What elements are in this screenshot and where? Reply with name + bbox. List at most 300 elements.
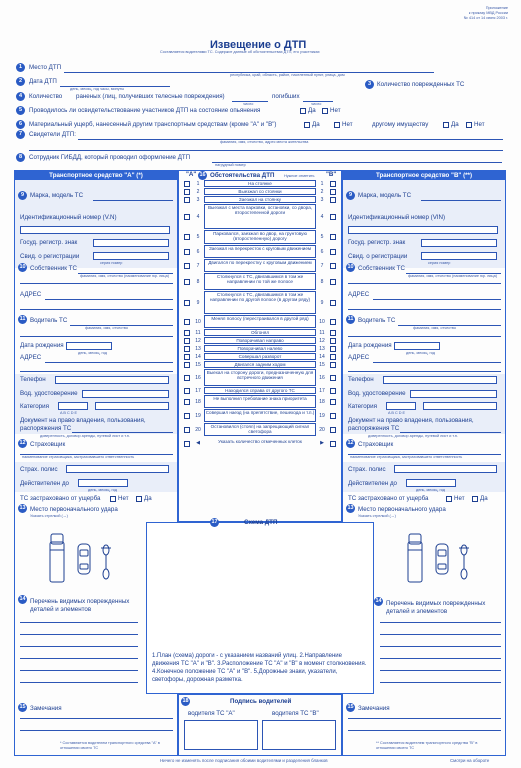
circ-17-b-checkbox[interactable] (330, 388, 336, 394)
vehicle-b-impact-label: Место первоначального удара (358, 506, 446, 513)
vehicle-b-dob-hint: день, месяц, год (406, 351, 436, 355)
vehicle-a-pictograms[interactable] (40, 528, 140, 588)
circ-19-b-number: 19 (319, 412, 325, 419)
vehicle-b-valid-hint: день, месяц, год (416, 488, 446, 492)
circ-12-b-checkbox[interactable] (330, 338, 336, 344)
count-label: Количество (29, 93, 63, 100)
circ-11-a-number: 11 (195, 329, 201, 336)
circ-2-b-checkbox[interactable] (330, 189, 336, 195)
vehicle-a-doc-hint: доверенность, договор аренды, путевой лист и т.п. (40, 434, 130, 438)
circ-11-b-checkbox[interactable] (330, 330, 336, 336)
vehicle-a-damage-line-2[interactable] (20, 634, 138, 635)
vehicle-b-remarks-line-1[interactable] (348, 718, 501, 719)
circ-9-a-checkbox[interactable] (184, 300, 190, 306)
circ-2-a-checkbox[interactable] (184, 189, 190, 195)
vehicle-b-plate-label: Госуд. регистр. знак (348, 239, 406, 246)
vehicle-b-license-date-input[interactable] (423, 402, 497, 410)
circ-3-label: Заезжал на стоянку (238, 197, 282, 202)
vehicle-b-driver-label: Водитель ТС (358, 317, 396, 324)
vehicle-b-driver-line-2[interactable] (348, 336, 501, 337)
vehicle-a-category-label: Категория (20, 403, 49, 410)
circ-17-label: Находился справа от другого ТС (225, 388, 295, 393)
vehicle-b-damage-line-6[interactable] (380, 682, 501, 683)
circ-20-a-checkbox[interactable] (184, 427, 190, 433)
circ-15-a-checkbox[interactable] (184, 362, 190, 368)
damage-property-no-checkbox[interactable] (466, 122, 472, 128)
circ-18-a-number: 18 (195, 398, 201, 405)
accident-date-hint: день, месяц, год часы, минуты (70, 87, 125, 91)
vehicle-b-damage-line-1[interactable] (380, 622, 501, 623)
circ-13-a-checkbox[interactable] (184, 346, 190, 352)
vehicle-a-valid-hint: день, месяц, год (88, 488, 118, 492)
circ-8-a-number: 8 (196, 278, 200, 285)
vehicle-b-vin-input[interactable] (348, 226, 498, 234)
vehicle-a-damage-label: Перечень видимых поврежденных деталей и элементов (30, 598, 130, 613)
circ-8-b-number: 8 (320, 278, 324, 285)
vehicle-b-insured-yes-checkbox[interactable] (472, 496, 478, 502)
alcohol-test-yes-checkbox[interactable] (300, 108, 306, 114)
circ-16-label: Выехал на сторону дороги, предназначенную для встречного движения (206, 370, 314, 380)
circ-12-a-checkbox[interactable] (184, 338, 190, 344)
circ-1-b-checkbox[interactable] (330, 181, 336, 187)
damage-vehicles-yes-checkbox[interactable] (304, 122, 310, 128)
vehicle-b-category-label: Категория (348, 403, 377, 410)
circ-9-b-checkbox[interactable] (330, 300, 336, 306)
vehicle-b-license-label: Вод. удостоверение (348, 390, 406, 397)
vehicle-b-make-line[interactable] (421, 200, 501, 201)
vehicle-a-damage-line-4[interactable] (20, 658, 138, 659)
circ-4-label: Выезжал с места парковки, остановки, со двора, второстепенной дороги (207, 205, 313, 215)
motorcycle-icon (101, 545, 111, 579)
witnesses-line-2[interactable] (29, 150, 503, 151)
appendix-line-3: № 414 от 14 июня 2003 г. (463, 16, 508, 20)
field-number-13a: 13 (19, 505, 26, 511)
appendix-note (452, 6, 508, 21)
column-a-label: "А" (186, 171, 197, 178)
vehicle-a-impact-hint: Указать стрелкой (→) (30, 514, 68, 518)
field-number-3: 3 (365, 80, 374, 89)
vehicle-a-insured-yes-checkbox[interactable] (136, 496, 142, 502)
truck-icon (50, 534, 64, 582)
vehicle-b-phone-input[interactable] (383, 376, 497, 384)
vehicle-a-doc-line[interactable] (72, 432, 173, 433)
page-title: Извещение о ДТП (210, 39, 307, 51)
vehicle-b-insured-no-label: Нет (454, 495, 465, 502)
circ-16-b-checkbox[interactable] (330, 375, 336, 381)
vehicle-b-damage-line-2[interactable] (380, 634, 501, 635)
vehicle-a-header: Транспортное средство "А" (*) (15, 171, 177, 180)
field-number-9a: 9 (18, 191, 27, 200)
count-a-checkbox[interactable] (184, 441, 190, 447)
vehicle-b-doc-line[interactable] (400, 432, 501, 433)
circ-20-b-checkbox[interactable] (330, 427, 336, 433)
footer-warning: Ничего не изменять после подписания обоими водителями и разделения бланков (160, 758, 328, 763)
circ-9-a-number: 9 (196, 299, 200, 306)
vehicle-b-license-input[interactable] (410, 390, 497, 398)
vehicle-a-driver-hint: фамилия, имя, отчество (85, 326, 128, 330)
vehicle-a-reg-hint: серия номер (100, 261, 123, 265)
field-number-7: 7 (16, 130, 25, 139)
vehicle-a-category-input[interactable] (58, 402, 88, 410)
vehicle-b-insured-label: ТС застраховано от ущерба (348, 495, 429, 502)
police-officer-hint: нагрудный номер (215, 163, 246, 167)
circ-11-label: Обгонял (250, 330, 270, 335)
vehicle-a-insured-label: ТС застраховано от ущерба (20, 495, 101, 502)
vehicle-a-license-input[interactable] (82, 390, 169, 398)
vehicle-b-remarks-label: Замечания (358, 705, 390, 712)
damage-property-yes-label: Да (451, 121, 459, 128)
vehicle-b-valid-input[interactable] (406, 479, 456, 487)
vehicle-b-plate-input[interactable] (421, 239, 497, 247)
circ-4-b-number: 4 (320, 213, 324, 220)
vehicle-b-damage-line-4[interactable] (380, 658, 501, 659)
arrow-right-icon: ▶ (320, 440, 324, 446)
truck-icon (408, 534, 422, 582)
circ-6-b-checkbox[interactable] (330, 249, 336, 255)
injured-label: раненых (лиц, получивших телесные повреждения) (76, 93, 225, 100)
vehicle-b-driver-address-line[interactable] (373, 362, 501, 363)
circ-15-b-checkbox[interactable] (330, 362, 336, 368)
circ-7-b-checkbox[interactable] (330, 263, 336, 269)
vehicle-b-driver-address-label: АДРЕС (348, 354, 370, 361)
material-damage-label: Материальный ущерб, нанесенный другим транспортным средствам (кроме "А" и "В") (29, 121, 277, 128)
circ-17-a-number: 17 (195, 387, 201, 394)
vehicle-b-remarks-line-2[interactable] (348, 730, 501, 731)
damage-vehicles-yes-label: Да (312, 121, 320, 128)
field-number-11b: 11 (347, 316, 354, 322)
vehicle-b-pictograms[interactable] (398, 528, 498, 588)
damaged-vehicles-label: Количество поврежденных ТС (377, 81, 465, 88)
circ-7-b-number: 7 (320, 262, 324, 269)
circ-8-label: Столкнулся с ТС, двигавшимся в том же направлении по той же полосе (216, 274, 304, 284)
circ-17-b-number: 17 (319, 387, 325, 394)
circ-10-a-checkbox[interactable] (184, 319, 190, 325)
circ-20-label: Остановился (стоял) на запрещающий сигнал светофора (210, 424, 310, 434)
appendix-line-1: Приложение (485, 6, 508, 10)
field-number-1: 1 (16, 63, 25, 72)
vehicle-b-doc-label-2: распоряжения ТС (348, 425, 400, 432)
circ-19-label: Совершил наезд (на препятствие, пешехода и т.п.) (205, 410, 315, 415)
vehicle-a-insured-no-checkbox[interactable] (110, 496, 116, 502)
vehicle-a-reg-label: Свид. о регистрации (20, 253, 80, 260)
field-number-13b: 13 (347, 505, 354, 511)
circ-5-b-checkbox[interactable] (330, 234, 336, 240)
vehicle-a-footnote: * Составляется водителем транспортного средства "А" в отношении своего ТС (60, 741, 160, 750)
circ-1-a-number: 1 (196, 180, 200, 187)
vehicle-b-owner-line-2[interactable] (348, 283, 501, 284)
circ-18-label: Не выполнил требование знака приоритета (213, 396, 307, 401)
scheme-drawing-area[interactable] (151, 530, 369, 648)
vehicle-b-reg-label: Свид. о регистрации (348, 253, 408, 260)
alcohol-test-no-checkbox[interactable] (322, 108, 328, 114)
vehicle-a-damage-line-5[interactable] (20, 670, 138, 671)
vehicle-a-insured-yes-label: Да (144, 495, 152, 502)
vehicle-a-owner-address-label: АДРЕС (20, 291, 42, 298)
circ-9-label: Столкнулся с ТС, двигавшимся в том же направлении по другой полосе (в другом ряду) (209, 292, 311, 302)
field-number-2: 2 (16, 77, 25, 86)
circ-5-a-checkbox[interactable] (184, 234, 190, 240)
vehicle-b-damage-line-3[interactable] (380, 646, 501, 647)
marked-count-label: Указать количество отмеченных клеток (218, 439, 302, 444)
vehicle-b-owner-address-line[interactable] (373, 299, 501, 300)
field-number-14a: 14 (19, 596, 26, 602)
vehicle-a-plate-label: Госуд. регистр. знак (20, 239, 78, 246)
police-officer-label: Сотрудник ГИБДД, который проводил оформление ДТП (29, 154, 191, 161)
vehicle-a-damage-line-6[interactable] (20, 682, 138, 683)
injured-count-hint: число (243, 102, 254, 106)
vehicle-a-vin-input[interactable] (20, 226, 170, 234)
vehicle-a-owner-address-line[interactable] (45, 299, 173, 300)
vehicle-b-driver-hint: фамилия, имя, отчество (413, 326, 456, 330)
vehicle-b-owner-label: Собственник ТС (358, 265, 405, 272)
circ-6-a-checkbox[interactable] (184, 249, 190, 255)
circ-19-a-number: 19 (195, 412, 201, 419)
page-subtitle: Составляется водителями ТС. Содержит данные об обстоятельствах ДТП, его участниках (160, 50, 320, 54)
vehicle-a-valid-label: Действителен до (20, 480, 69, 487)
scheme-instructions: 1.План (схема) дороги - с указанием названий улиц. 2.Направление движения ТС "А" и "В". 3.Расположение ТС "А" и "В" в момент столкновения. 4.Конечное положение ТС "А" и "В". 5.Дорожные знаки, указатели, светофоры, дорожная разметка. (152, 653, 367, 683)
damage-property-yes-checkbox[interactable] (443, 122, 449, 128)
vehicle-b-policy-input[interactable] (394, 465, 497, 473)
vehicle-a-remarks-line-2[interactable] (20, 730, 173, 731)
signature-a-field[interactable] (184, 720, 258, 750)
vehicle-b-category-letters: A B C D E (388, 411, 406, 415)
circ-13-label: Поворачивал налево (237, 346, 283, 351)
signature-a-label: водителя ТС "А" (188, 710, 235, 717)
vehicle-b-owner-hint: фамилия, имя, отчество (наименование юр. лица) (408, 274, 497, 278)
police-officer-line[interactable] (212, 162, 502, 163)
circ-15-label: Двигался задним ходом (234, 362, 286, 367)
vehicle-a-plate-input[interactable] (93, 239, 169, 247)
circ-14-b-number: 14 (319, 353, 325, 360)
vehicle-b-valid-label: Действителен до (348, 480, 397, 487)
circ-4-a-number: 4 (196, 213, 200, 220)
circ-13-b-number: 13 (319, 345, 325, 352)
vehicle-a-license-label: Вод. удостоверение (20, 390, 78, 397)
circ-6-b-number: 6 (320, 248, 324, 255)
vehicle-a-remarks-line-1[interactable] (20, 718, 173, 719)
circ-20-b-number: 20 (319, 426, 325, 433)
vehicle-a-phone-input[interactable] (55, 376, 169, 384)
circ-18-b-checkbox[interactable] (330, 399, 336, 405)
vehicle-a-driver-address-line[interactable] (45, 362, 173, 363)
circ-14-label: Совершал разворот (238, 354, 282, 359)
vehicle-a-vin-label: Идентификационный номер (V.N) (20, 214, 117, 221)
vehicle-a-owner-line-2[interactable] (20, 283, 173, 284)
field-number-5: 5 (16, 106, 25, 115)
vehicle-a-doc-label-2: распоряжения ТС (20, 425, 72, 432)
damage-vehicles-no-checkbox[interactable] (334, 122, 340, 128)
vehicle-b-insured-yes-label: Да (480, 495, 488, 502)
vehicle-a-remarks-label: Замечания (30, 705, 62, 712)
circ-11-b-number: 11 (319, 329, 325, 336)
vehicle-a-driver-address-label: АДРЕС (20, 354, 42, 361)
circ-8-b-checkbox[interactable] (330, 279, 336, 285)
field-number-4: 4 (16, 92, 25, 101)
circ-1-label: На стоянке (248, 181, 272, 186)
vehicle-b-damage-label: Перечень видимых поврежденных деталей и элементов (386, 600, 486, 615)
circ-4-b-checkbox[interactable] (330, 214, 336, 220)
vehicle-a-driver-label: Водитель ТС (30, 317, 68, 324)
circ-3-b-checkbox[interactable] (330, 197, 336, 203)
signature-b-label: водителя ТС "В" (272, 710, 319, 717)
circ-18-a-checkbox[interactable] (184, 399, 190, 405)
field-number-10b: 10 (347, 264, 354, 270)
vehicle-a-license-date-input[interactable] (95, 402, 169, 410)
vehicle-a-dob-label: Дата рождения (20, 342, 64, 349)
circ-11-a-checkbox[interactable] (184, 330, 190, 336)
vehicle-b-insured-no-checkbox[interactable] (446, 496, 452, 502)
accident-place-label: Место ДТП (29, 64, 62, 71)
witnesses-label: Свидетели ДТП: (29, 131, 76, 138)
field-number-8: 8 (16, 153, 25, 162)
vehicle-a-dob-hint: день, месяц, год (78, 351, 108, 355)
vehicle-a-policy-label: Страх. полис (20, 466, 58, 473)
circ-10-b-checkbox[interactable] (330, 319, 336, 325)
vehicle-a-impact-label: Место первоначального удара (30, 506, 118, 513)
field-number-15b: 15 (347, 704, 354, 710)
circ-12-a-number: 12 (195, 337, 201, 344)
circ-3-b-number: 3 (320, 196, 324, 203)
vehicle-b-footnote: ** Составляется водителем транспортного средства "В" в отношении своего ТС (376, 741, 478, 750)
vehicle-b-owner-address-label: АДРЕС (348, 291, 370, 298)
vehicle-a-make-line[interactable] (93, 200, 173, 201)
circ-6-label: Заезжал на перекресток с круговым движением (208, 246, 312, 251)
vehicle-b-damage-line-5[interactable] (380, 670, 501, 671)
vehicle-a-insurer-hint: наименование страховщика, застраховавшего ответственность (22, 455, 135, 459)
circ-4-a-checkbox[interactable] (184, 214, 190, 220)
field-number-9b: 9 (346, 191, 355, 200)
footer-see-reverse: Смотри на обороте (450, 758, 490, 763)
dead-label: погибших (272, 93, 300, 100)
circ-14-b-checkbox[interactable] (330, 354, 336, 360)
circ-13-a-number: 13 (195, 345, 201, 352)
circ-17-a-checkbox[interactable] (184, 388, 190, 394)
circ-19-a-checkbox[interactable] (184, 413, 190, 419)
circ-2-b-number: 2 (320, 188, 324, 195)
circ-2-a-number: 2 (196, 188, 200, 195)
vehicle-a-make-label: Марка, модель ТС (30, 192, 84, 199)
dead-count-hint: число (311, 102, 322, 106)
vehicle-a-insured-no-label: Нет (118, 495, 129, 502)
circ-7-a-number: 7 (196, 262, 200, 269)
scheme-title: Схема ДТП (244, 519, 278, 526)
circumstances-title: Обстоятельства ДТП (210, 172, 275, 179)
vehicle-b-policy-label: Страх. полис (348, 466, 386, 473)
vehicle-a-insurer-label: Страховщик (30, 441, 66, 448)
field-number-11a: 11 (19, 316, 26, 322)
circ-10-label: Менял полосу (перестраивался в другой ряд) (211, 316, 309, 321)
circ-7-label: Двигался по перекрестку с круговым движением (208, 260, 312, 265)
circ-12-label: Поворачивал направо (236, 338, 284, 343)
vehicle-a-damage-line-1[interactable] (20, 622, 138, 623)
count-b-checkbox[interactable] (330, 441, 336, 447)
circ-3-a-number: 3 (196, 196, 200, 203)
accident-place-hint: республика, край, область, район, населенный пункт, улица, дом (230, 73, 345, 77)
alcohol-test-yes-label: Да (308, 107, 316, 114)
vehicle-b-insurer-hint: наименование страховщика, застраховавшего ответственность (350, 455, 463, 459)
vehicle-b-impact-hint: Указать стрелкой (→) (358, 514, 396, 518)
circ-5-label: Парковался, заезжал во двор, на грунтовую (второстепенную) дорогу (213, 231, 307, 241)
circ-15-b-number: 15 (319, 361, 325, 368)
circ-5-a-number: 5 (196, 233, 200, 240)
field-number-15a: 15 (19, 704, 26, 710)
circ-6-a-number: 6 (196, 248, 200, 255)
alcohol-test-no-label: Нет (330, 107, 341, 114)
circumstances-hint: Нужное отметить (284, 174, 315, 178)
vehicle-b-reg-input[interactable] (421, 252, 497, 260)
circ-5-b-number: 5 (320, 233, 324, 240)
circ-10-a-number: 10 (195, 318, 201, 325)
circ-8-a-checkbox[interactable] (184, 279, 190, 285)
vehicle-b-owner-address-line-2[interactable] (348, 309, 501, 310)
vehicle-a-valid-input[interactable] (78, 479, 128, 487)
vehicle-a-reg-input[interactable] (93, 252, 169, 260)
vehicle-a-policy-input[interactable] (66, 465, 169, 473)
circ-12-b-number: 12 (319, 337, 325, 344)
vehicle-b-dob-input[interactable] (394, 342, 440, 350)
vehicle-b-category-input[interactable] (386, 402, 416, 410)
field-number-17: 17 (211, 519, 218, 525)
vehicle-a-damage-line-3[interactable] (20, 646, 138, 647)
vehicle-a-phone-label: Телефон (20, 376, 46, 383)
circ-13-b-checkbox[interactable] (330, 346, 336, 352)
circ-3-a-checkbox[interactable] (184, 197, 190, 203)
circ-16-a-checkbox[interactable] (184, 375, 190, 381)
circ-7-a-checkbox[interactable] (184, 263, 190, 269)
signatures-title: Подпись водителей (230, 698, 292, 705)
arrow-left-icon: ◀ (196, 440, 200, 446)
field-number-14b: 14 (375, 598, 382, 604)
field-number-6: 6 (16, 120, 25, 129)
column-b-label: "В" (326, 171, 337, 178)
car-icon (436, 544, 448, 574)
circ-15-a-number: 15 (195, 361, 201, 368)
damage-property-no-label: Нет (474, 121, 485, 128)
field-number-10a: 10 (19, 264, 26, 270)
vehicle-b-doc-label: Документ на право владения, пользования, (348, 417, 474, 424)
vehicle-a-driver-line-2[interactable] (20, 336, 173, 337)
other-property-label: другому имуществу (372, 121, 429, 128)
vehicle-b-dob-label: Дата рождения (348, 342, 392, 349)
vehicle-a-owner-hint: фамилия, имя, отчество (наименование юр. лица) (80, 274, 169, 278)
car-icon (78, 544, 90, 574)
vehicle-a-driver-address-line-2[interactable] (20, 371, 173, 372)
vehicle-b-doc-hint: доверенность, договор аренды, путевой лист и т.п. (368, 434, 458, 438)
witnesses-hint: фамилия, имя, отчество, адрес места жительства (220, 140, 309, 144)
circ-16-b-number: 16 (319, 374, 325, 381)
field-number-12a: 12 (19, 440, 26, 446)
vehicle-b-insurer-label: Страховщик (358, 441, 394, 448)
vehicle-a-category-letters: A B C D E (60, 411, 78, 415)
motorcycle-icon (459, 545, 469, 579)
circ-1-a-checkbox[interactable] (184, 181, 190, 187)
vehicle-b-make-label: Марка, модель ТС (358, 192, 412, 199)
vehicle-a-doc-label: Документ на право владения, пользования, (20, 417, 146, 424)
circ-16-a-number: 16 (195, 374, 201, 381)
signature-b-field[interactable] (262, 720, 336, 750)
circ-18-b-number: 18 (319, 398, 325, 405)
vehicle-a-dob-input[interactable] (66, 342, 112, 350)
vehicle-b-driver-address-line-2[interactable] (348, 371, 501, 372)
damage-vehicles-no-label: Нет (342, 121, 353, 128)
circ-19-b-checkbox[interactable] (330, 413, 336, 419)
vehicle-b-vin-label: Идентификационный номер (VIN) (348, 214, 446, 221)
vehicle-b-reg-hint: серия номер (428, 261, 451, 265)
vehicle-b-phone-label: Телефон (348, 376, 374, 383)
accident-date-label: Дата ДТП (29, 78, 57, 85)
vehicle-a-owner-address-line-2[interactable] (20, 309, 173, 310)
circ-14-a-checkbox[interactable] (184, 354, 190, 360)
